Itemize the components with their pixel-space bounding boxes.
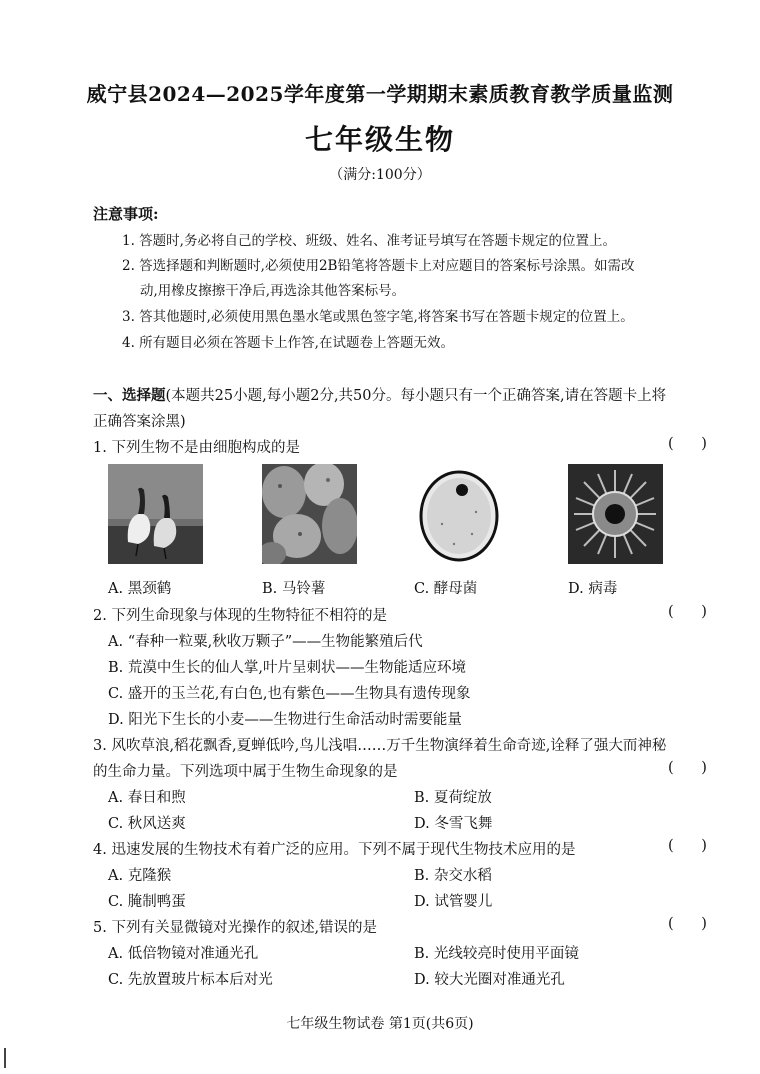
- answer-parentheses: ( ): [668, 436, 707, 452]
- potato-image: [262, 464, 357, 564]
- option-text: D. 较大光圈对准通光孔: [414, 972, 565, 988]
- option-text: C. 腌制鸭蛋: [108, 894, 186, 910]
- option-label: C. 酵母菌: [414, 581, 478, 597]
- section-heading: [93, 384, 666, 405]
- question-stem-cont: 的生命力量。下列选项中属于生物生命现象的是: [93, 764, 398, 780]
- note-item: 4. 所有题目必须在答题卡上作答,在试题卷上答题无效。: [122, 335, 454, 351]
- option-label: A. 黑颈鹤: [108, 581, 172, 597]
- section-desc-cont: 正确答案涂黑): [93, 414, 186, 430]
- page-footer: 七年级生物试卷 第1页(共6页): [286, 1016, 474, 1032]
- virus-image: [568, 464, 663, 564]
- option-text: A. 春日和煦: [108, 790, 186, 806]
- note-item: 3. 答其他题时,必须使用黑色墨水笔或黑色签字笔,将答案书写在答题卡规定的位置上。: [122, 309, 634, 325]
- note-item: 动,用橡皮擦擦干净后,再选涂其他答案标号。: [140, 283, 406, 299]
- answer-parentheses: ( ): [668, 760, 707, 776]
- exam-title: 威宁县2024—2025学年度第一学期期末素质教育教学质量监测: [86, 82, 674, 106]
- option-text: A. “春种一粒粟,秋收万颗子”——生物能繁殖后代: [108, 634, 423, 650]
- full-score: （满分:100分）: [329, 167, 431, 183]
- option-text: C. 盛开的玉兰花,有白色,也有紫色——生物具有遗传现象: [108, 686, 471, 702]
- option-label: D. 病毒: [568, 581, 618, 597]
- question-stem: 4. 迅速发展的生物技术有着广泛的应用。下列不属于现代生物技术应用的是: [93, 842, 576, 858]
- question-stem: 2. 下列生命现象与体现的生物特征不相符的是: [93, 608, 387, 624]
- subject-title: 七年级生物: [304, 123, 455, 156]
- section-desc: (本题共25小题,每小题2分,共50分。每小题只有一个正确答案,请在答题卡上将: [165, 388, 667, 404]
- option-text: C. 先放置玻片标本后对光: [108, 972, 273, 988]
- option-text: A. 克隆猴: [108, 868, 172, 884]
- scan-edge-mark: [4, 1048, 6, 1068]
- answer-parentheses: ( ): [668, 916, 707, 932]
- option-label: B. 马铃薯: [262, 581, 326, 597]
- option-text: D. 冬雪飞舞: [414, 816, 493, 832]
- option-text: A. 低倍物镜对准通光孔: [108, 946, 259, 962]
- black-necked-crane-image: [108, 464, 203, 564]
- option-text: B. 杂交水稻: [414, 868, 492, 884]
- option-text: B. 夏荷绽放: [414, 790, 492, 806]
- yeast-cell-image: [412, 464, 507, 564]
- note-item: 1. 答题时,务必将自己的学校、班级、姓名、准考证号填写在答题卡规定的位置上。: [122, 233, 616, 249]
- option-text: B. 荒漠中生长的仙人掌,叶片呈刺状——生物能适应环境: [108, 660, 466, 676]
- answer-parentheses: ( ): [668, 838, 707, 854]
- question-stem: 1. 下列生物不是由细胞构成的是: [93, 440, 300, 456]
- option-text: C. 秋风送爽: [108, 816, 186, 832]
- option-text: B. 光线较亮时使用平面镜: [414, 946, 579, 962]
- option-text: D. 阳光下生长的小麦——生物进行生命活动时需要能量: [108, 712, 462, 728]
- section-title: 一、选择题: [93, 387, 166, 404]
- question-stem: 5. 下列有关显微镜对光操作的叙述,错误的是: [93, 920, 378, 936]
- question-stem: 3. 风吹草浪,稻花飘香,夏蝉低吟,鸟儿浅唱……万千生物演绎着生命奇迹,诠释了强大而神秘: [93, 738, 667, 754]
- answer-parentheses: ( ): [668, 604, 707, 620]
- option-text: D. 试管婴儿: [414, 894, 493, 910]
- notes-heading: 注意事项:: [93, 205, 159, 223]
- note-item: 2. 答选择题和判断题时,必须使用2B铅笔将答题卡上对应题目的答案标号涂黑。如需改: [122, 258, 635, 274]
